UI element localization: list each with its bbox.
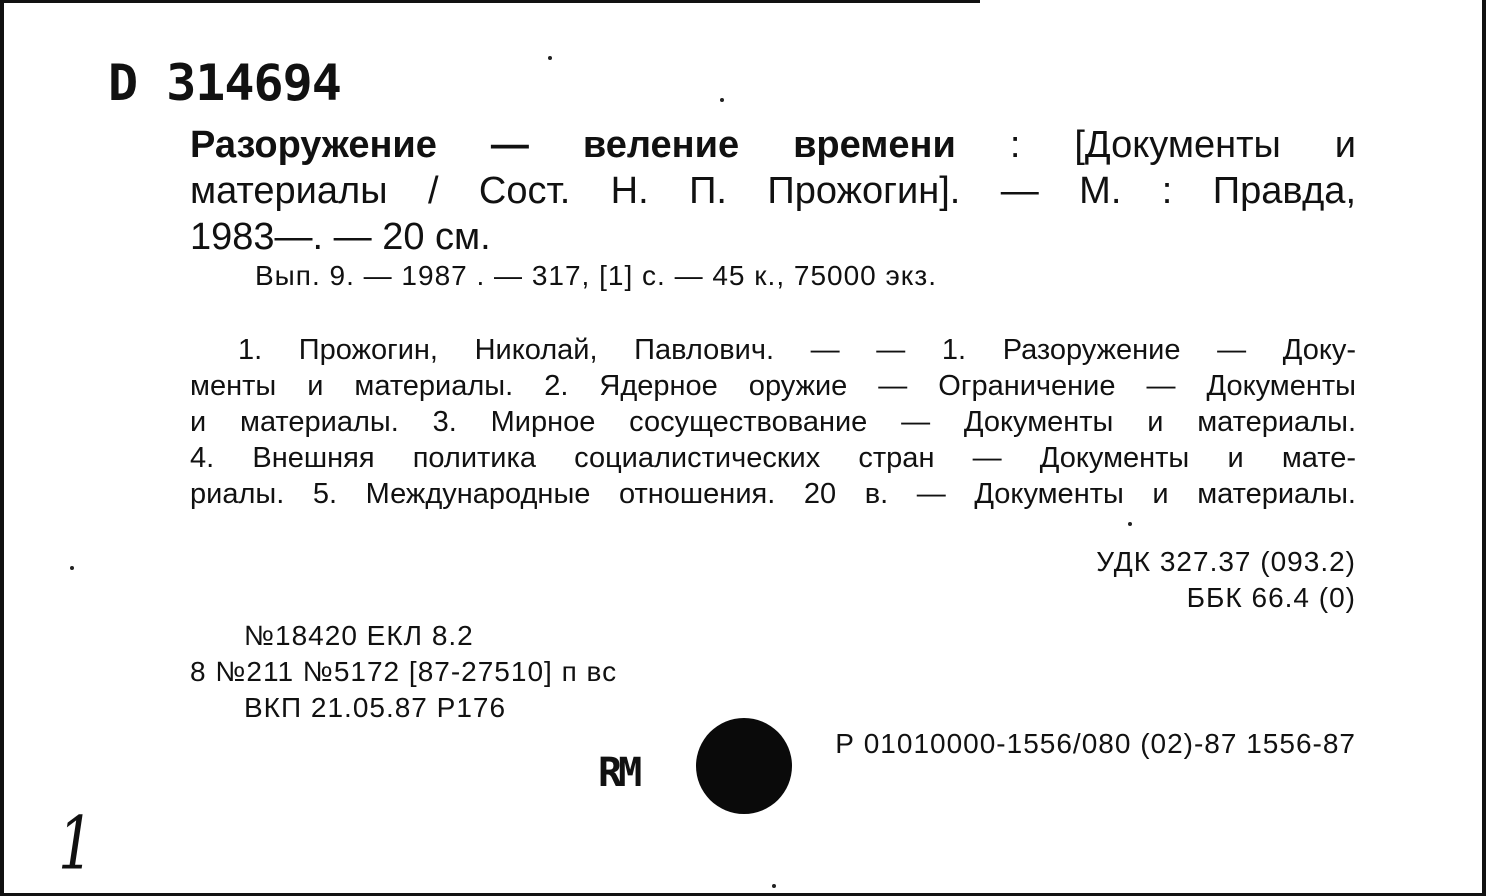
rm-stamp: RM: [598, 750, 639, 796]
title-rest: : [Документы и: [955, 124, 1356, 166]
tracing-line-4: 4. Внешняя политика социалистических стран — Документы и мате-: [190, 442, 1356, 474]
tracing-line-2: менты и материалы. 2. Ядерное оружие — Ограничение — Документы: [190, 370, 1356, 402]
card-top-edge: [0, 0, 980, 3]
speck: [70, 566, 74, 570]
code-line: Р 01010000-1556/080 (02)-87 1556-87: [835, 728, 1356, 759]
card-right-edge: [1482, 0, 1486, 896]
card-left-edge: [0, 0, 4, 896]
title-main: Разоружение — веление времени: [190, 124, 956, 166]
tracing-line-3: и материалы. 3. Мирное сосуществование — Документы и материалы.: [190, 406, 1356, 438]
title-line-2: материалы / Сост. Н. П. Прожогин]. — М. : Правда,: [190, 170, 1356, 212]
speck: [720, 98, 724, 102]
title-line-1: [190, 124, 1356, 167]
udk-line: УДК 327.37 (093.2): [1096, 546, 1356, 577]
handwritten-mark: 1: [58, 802, 94, 887]
tracing-line-5: риалы. 5. Международные отношения. 20 в. — Документы и материалы.: [190, 478, 1356, 510]
call-number: D 314694: [108, 54, 341, 112]
speck: [772, 884, 776, 888]
issue-line: Вып. 9. — 1987 . — 317, [1] с. — 45 к., 75000 экз.: [255, 260, 937, 291]
bbk-line: ББК 66.4 (0): [1186, 582, 1356, 613]
speck: [548, 56, 552, 60]
speck: [1128, 522, 1132, 526]
meta-line-1: №18420 ЕКЛ 8.2: [244, 620, 474, 651]
meta-line-2: 8 №211 №5172 [87-27510] п вс: [190, 656, 618, 687]
tracing-line-1: 1. Прожогин, Николай, Павлович. — — 1. Разоружение — Доку-: [238, 334, 1356, 366]
title-line-3: 1983—. — 20 см.: [190, 216, 491, 258]
punch-hole: [696, 718, 792, 814]
meta-line-3: ВКП 21.05.87 Р176: [244, 692, 507, 723]
